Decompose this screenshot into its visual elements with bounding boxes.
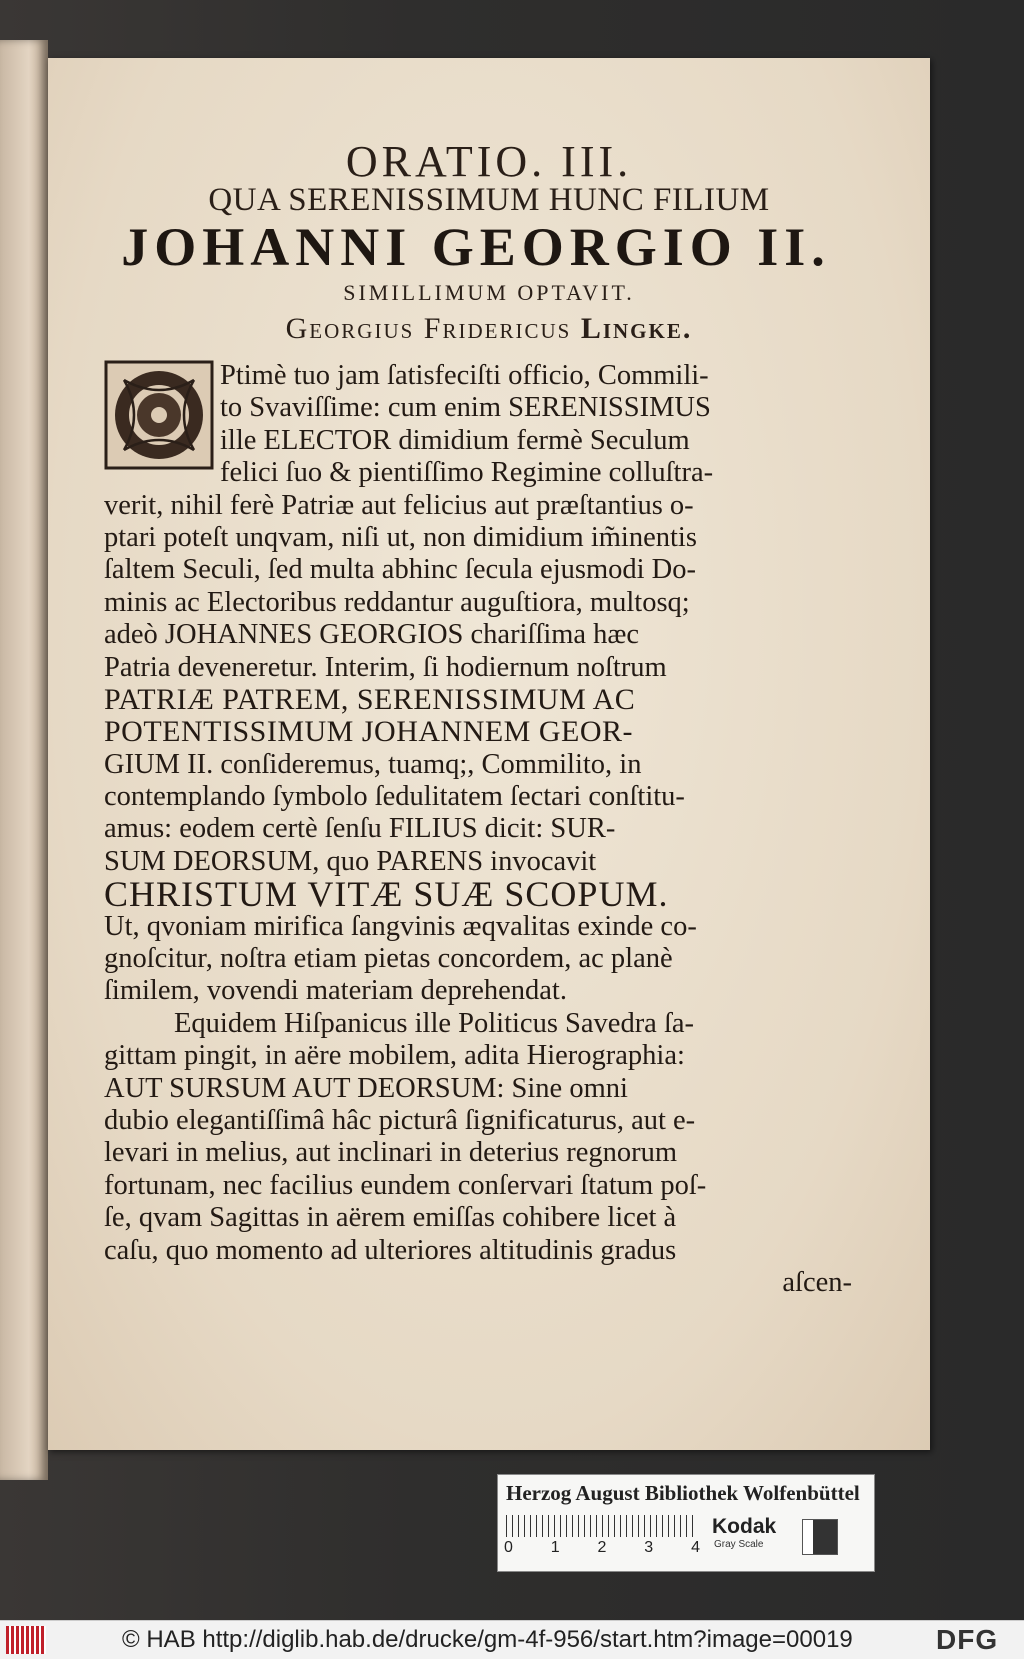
body-line-20: ſimilem, vovendi materiam deprehendat. bbox=[104, 975, 567, 1007]
title-line-3: JOHANNI GEORGIO II. bbox=[121, 217, 831, 277]
body-line-10: Patria deveneretur. Interim, ſi hodiernum noſtrum bbox=[104, 651, 667, 683]
scale-numbers bbox=[504, 1539, 700, 1557]
body-line-11: PATRIÆ PATREM, SERENISSIMUM AC bbox=[104, 682, 636, 716]
library-name: Herzog August Bibliothek Wolfenbüttel bbox=[506, 1481, 860, 1505]
body-line-13: GIUM II. conſideremus, tuamq;, Commilito, in bbox=[104, 748, 642, 780]
scale-number: 4 bbox=[691, 1539, 700, 1556]
body-line-19: gnoſcitur, noſtra etiam pietas concordem, ac planè bbox=[104, 943, 673, 975]
barcode-icon bbox=[6, 1626, 46, 1654]
body-line-12: POTENTISSIMUM JOHANNEM GEOR- bbox=[104, 715, 634, 749]
book-page bbox=[48, 58, 930, 1450]
title-line-4: SIMILLIMUM OPTAVIT. bbox=[343, 280, 635, 305]
gray-patch bbox=[802, 1519, 838, 1555]
dfg-logo: DFG bbox=[936, 1624, 999, 1655]
scale-ruler bbox=[506, 1515, 696, 1537]
body-line-21: Equidem Hiſpanicus ille Politicus Savedra ſa- bbox=[174, 1007, 695, 1039]
body-line-15: amus: eodem certè ſenſu FILIUS dicit: SUR- bbox=[104, 813, 616, 845]
body-line-7: ſaltem Seculi, ſed multa abhinc ſecula ejusmodi Do- bbox=[104, 554, 697, 586]
title-line-2: QUA SERENISSIMUM HUNC FILIUM bbox=[208, 182, 770, 218]
body-line-25: levari in melius, aut inclinari in deterius regnorum bbox=[104, 1137, 678, 1169]
gray-scale-label: Gray Scale bbox=[714, 1539, 764, 1550]
body-line-28: caſu, quo momento ad ulteriores altitudinis gradus bbox=[104, 1234, 677, 1266]
body-line-6: ptari poteſt unqvam, niſi ut, non dimidium im̃inentis bbox=[104, 521, 697, 553]
scale-number: 1 bbox=[550, 1539, 560, 1556]
body-line-14: contemplando ſymbolo ſedulitatem ſectari conſtitu- bbox=[104, 781, 685, 813]
body-line-16: SUM DEORSUM, quo PARENS invocavit bbox=[104, 845, 597, 877]
body-line-5: verit, nihil ferè Patriæ aut felicius aut præſtantius o- bbox=[104, 489, 694, 521]
author-line bbox=[48, 312, 930, 346]
facing-page-edge bbox=[0, 40, 48, 1480]
author-family-name: Lingke. bbox=[580, 312, 693, 345]
footer-bar bbox=[0, 1620, 1024, 1659]
body-line-22: gittam pingit, in aëre mobilem, adita Hierographia: bbox=[104, 1040, 685, 1072]
author-given-names: Georgius Fridericus bbox=[285, 312, 572, 345]
body-line-4: felici ſuo & pientiſſimo Regimine colluſtra- bbox=[220, 457, 714, 489]
body-line-2: to Svaviſſime: cum enim SERENISSIMUS bbox=[220, 392, 711, 424]
body-line-9: adeò JOHANNES GEORGIOS chariſſima hæc bbox=[104, 619, 640, 651]
scale-number: 0 bbox=[504, 1539, 513, 1556]
source-url[interactable]: © HAB http://diglib.hab.de/drucke/gm-4f-956/start.htm?image=00019 bbox=[122, 1626, 853, 1653]
body-line-8: minis ac Electoribus reddantur auguſtiora, multosq; bbox=[104, 586, 690, 618]
catchword: aſcen- bbox=[782, 1266, 852, 1298]
kodak-brand: Kodak bbox=[712, 1515, 777, 1538]
body-text bbox=[104, 360, 852, 1299]
body-line-18: Ut, qvoniam mirifica ſangvinis æqvalitas exinde co- bbox=[104, 910, 697, 942]
body-line-26: fortunam, nec facilius eundem conſervari ſtatum poſ- bbox=[104, 1169, 707, 1201]
body-line-17: CHRISTUM VITÆ SUÆ SCOPUM. bbox=[104, 874, 669, 915]
color-calibration-card bbox=[497, 1474, 875, 1572]
scale-number: 3 bbox=[644, 1539, 654, 1556]
body-line-23: AUT SURSUM AUT DEORSUM: Sine omni bbox=[104, 1072, 628, 1104]
body-line-1: Ptimè tuo jam ſatisfeciſti officio, Commili- bbox=[220, 360, 709, 391]
scale-number: 2 bbox=[597, 1539, 607, 1556]
body-line-3: ille ELECTOR dimidium fermè Seculum bbox=[220, 424, 690, 456]
oration-number: ORATIO. III. bbox=[345, 137, 633, 186]
body-line-24: dubio elegantiſſimâ hâc picturâ ſignificaturus, aut e- bbox=[104, 1104, 696, 1136]
body-line-27: ſe, qvam Sagittas in aërem emiſſas cohibere licet à bbox=[104, 1202, 677, 1234]
